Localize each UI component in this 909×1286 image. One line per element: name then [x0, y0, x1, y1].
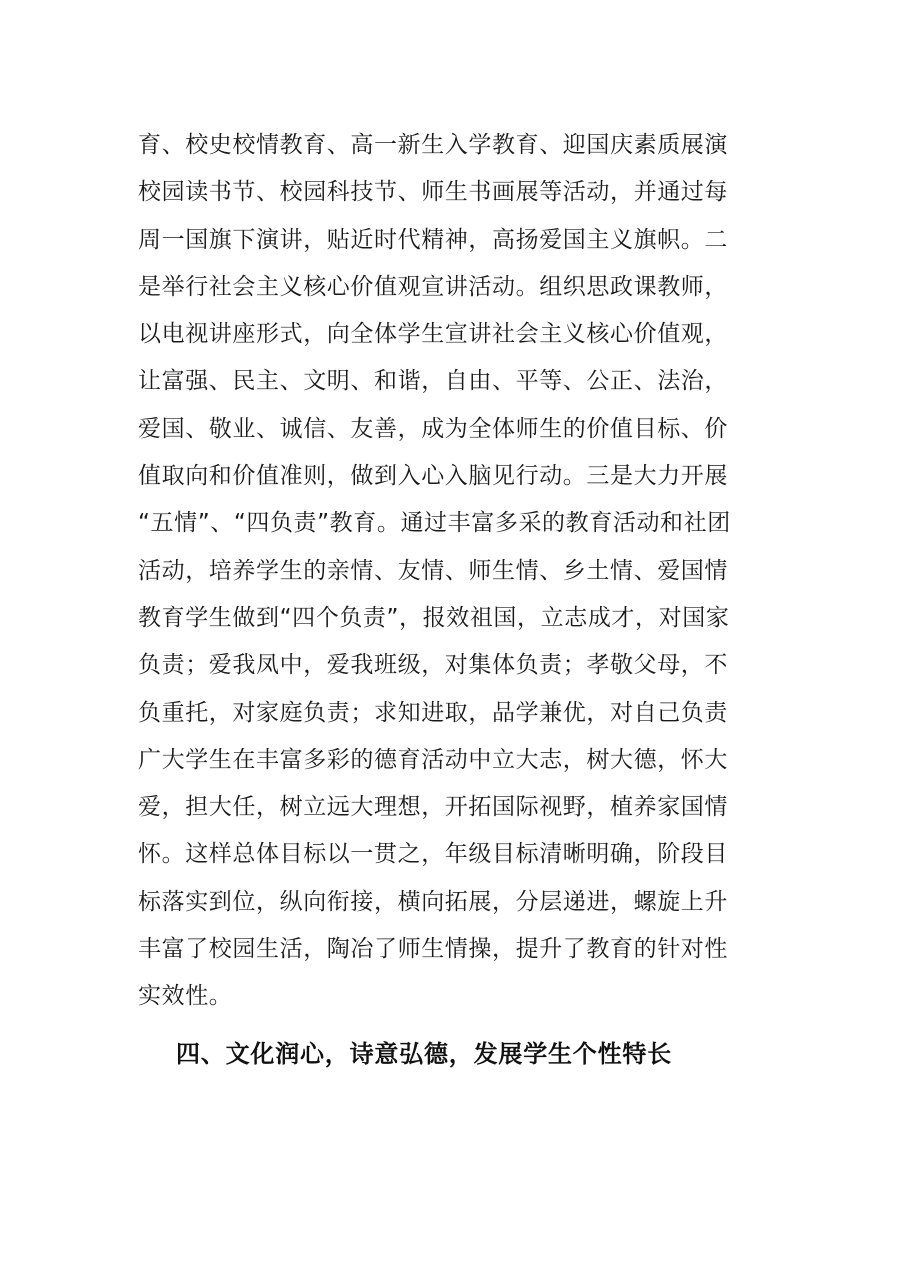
body-paragraph [138, 122, 778, 1021]
paragraph-line: 爱，担大任，树立远大理想，开拓国际视野，植养家国情 [138, 794, 728, 821]
paragraph-line: 广大学生在丰富多彩的德育活动中立大志，树大德，怀大 [138, 746, 728, 773]
paragraph-line: 让富强、民主、文明、和谐，自由、平等、公正、法治， [138, 368, 728, 395]
section-heading: 四、文化润心，诗意弘德，发展学生个性特长 [176, 1040, 672, 1068]
paragraph-line: 是举行社会主义核心价值观宣讲活动。组织思政课教师， [138, 273, 728, 300]
paragraph-line: 周一国旗下演讲，贴近时代精神，高扬爱国主义旗帜。二 [138, 226, 728, 253]
paragraph-line: 活动，培养学生的亲情、友情、师生情、乡土情、爱国情 [138, 557, 728, 584]
paragraph-line: 爱国、敬业、诚信、友善，成为全体师生的价值目标、价 [138, 415, 728, 442]
paragraph-line: 育、校史校情教育、高一新生入学教育、迎国庆素质展演 [138, 132, 728, 158]
paragraph-line: 以电视讲座形式，向全体学生宣讲社会主义核心价值观， [138, 321, 728, 348]
paragraph-line: 实效性。 [138, 983, 233, 1010]
paragraph-line: 负责；爱我凤中，爱我班级，对集体负责；孝敬父母，不 [138, 652, 728, 679]
paragraph-line: 值取向和价值准则，做到入心入脑见行动。三是大力开展 [138, 463, 728, 490]
paragraph-line: 负重托，对家庭负责；求知进取，品学兼优，对自己负责 [138, 699, 728, 726]
paragraph-line: 怀。这样总体目标以一贯之，年级目标清晰明确，阶段目 [138, 841, 728, 868]
paragraph-line: 教育学生做到“四个负责”，报效祖国，立志成才，对国家 [138, 604, 730, 631]
paragraph-line: 丰富了校园生活，陶冶了师生情操，提升了教育的针对性 [138, 936, 728, 963]
paragraph-line: 校园读书节、校园科技节、师生书画展等活动，并通过每 [138, 179, 728, 206]
paragraph-line: “五情”、“四负责”教育。通过丰富多采的教育活动和社团 [138, 510, 731, 537]
paragraph-line: 标落实到位，纵向衔接，横向拓展，分层递进，螺旋上升 [138, 888, 728, 915]
